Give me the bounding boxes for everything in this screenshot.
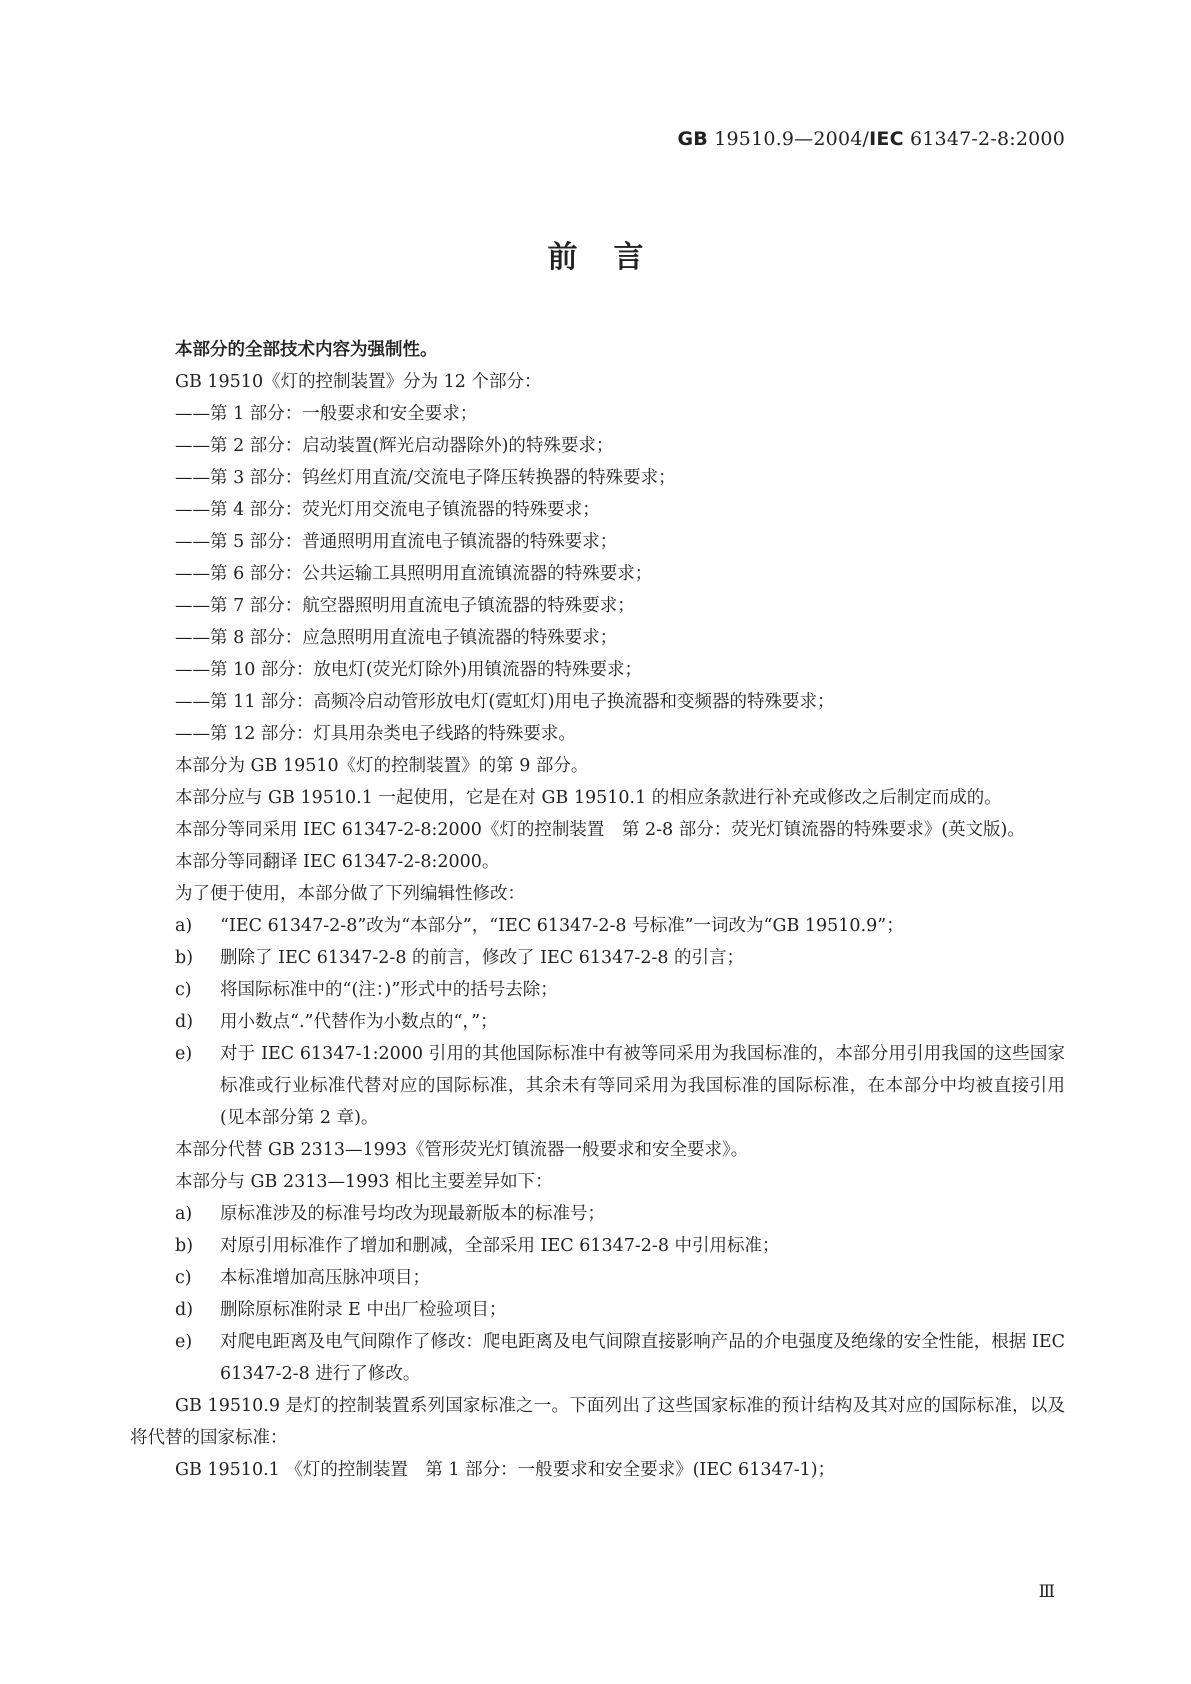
list-text: 对爬电距离及电气间隙作了修改：爬电距离及电气间隙直接影响产品的介电强度及绝缘的安全性能，根据 IEC 61347-2-8 进行了修改。 (220, 1332, 1065, 1384)
paragraph: 本部分与 GB 2313—1993 相比主要差异如下： (175, 1172, 553, 1192)
list-text: 本标准增加高压脉冲项目； (220, 1268, 430, 1288)
paragraph: GB 19510.1 《灯的控制装置 第 1 部分：一般要求和安全要求》(IEC 61347-1)； (175, 1460, 836, 1480)
edit-list-item (130, 974, 1065, 1006)
page-title: 前言 (547, 240, 680, 275)
list-marker: a) (175, 1204, 193, 1224)
list-marker: a) (175, 916, 193, 936)
paragraph: GB 19510《灯的控制装置》分为 12 个部分： (175, 372, 542, 392)
part-list-item: ——第 11 部分：高频冷启动管形放电灯(霓虹灯)用电子换流器和变频器的特殊要求； (175, 692, 835, 712)
paragraph: 本部分代替 GB 2313—1993《管形荧光灯镇流器一般要求和安全要求》。 (175, 1140, 749, 1160)
part-list-item: ——第 1 部分：一般要求和安全要求； (175, 404, 478, 424)
diff-list-item (130, 1262, 1065, 1294)
document-code (677, 128, 1065, 150)
iec-prefix: IEC (869, 128, 904, 150)
list-marker: c) (175, 1268, 192, 1288)
part-list-item: ——第 12 部分：灯具用杂类电子线路的特殊要求。 (175, 724, 576, 744)
paragraph: 为了便于使用，本部分做了下列编辑性修改： (175, 884, 525, 904)
part-list-item: ——第 3 部分：钨丝灯用直流/交流电子降压转换器的特殊要求； (175, 468, 676, 488)
part-list-item: ——第 2 部分：启动装置(辉光启动器除外)的特殊要求； (175, 436, 614, 456)
document-body (130, 334, 1065, 1486)
list-marker: d) (175, 1012, 194, 1032)
page-number: Ⅲ (1038, 1582, 1055, 1602)
list-text: “IEC 61347-2-8”改为“本部分”，“IEC 61347-2-8 号标准”一词改为“GB 19510.9”； (220, 916, 904, 936)
list-marker: e) (175, 1332, 193, 1352)
list-text: 对原引用标准作了增加和删减，全部采用 IEC 61347-2-8 中引用标准； (220, 1236, 780, 1256)
diff-list-item (130, 1198, 1065, 1230)
list-marker: c) (175, 980, 192, 1000)
list-marker: d) (175, 1300, 194, 1320)
list-marker: e) (175, 1044, 193, 1064)
edit-list-item (130, 1038, 1065, 1134)
std-prefix: GB (677, 128, 708, 150)
diff-list-item (130, 1230, 1065, 1262)
list-text: 删除了 IEC 61347-2-8 的前言，修改了 IEC 61347-2-8 的引言； (220, 948, 745, 968)
diff-list-item (130, 1294, 1065, 1326)
paragraph: 本部分等同采用 IEC 61347-2-8:2000《灯的控制装置 第 2-8 部分：荧光灯镇流器的特殊要求》(英文版)。 (175, 820, 1025, 840)
list-text: 对于 IEC 61347-1:2000 引用的其他国际标准中有被等同采用为我国标准的，本部分用引用我国的这些国家标准或行业标准代替对应的国际标准，其余未有等同采用为我国标准的国际标准，在本部分中均被直接引用(见本部分第 2 章)。 (220, 1044, 1065, 1128)
list-text: 原标准涉及的标准号均改为现最新版本的标准号； (220, 1204, 605, 1224)
edit-list-item (130, 910, 1065, 942)
part-list-item: ——第 7 部分：航空器照明用直流电子镇流器的特殊要求； (175, 596, 635, 616)
list-text: 删除原标准附录 E 中出厂检验项目； (220, 1300, 507, 1320)
part-list-item: ——第 4 部分：荧光灯用交流电子镇流器的特殊要求； (175, 500, 600, 520)
diff-list-item (130, 1326, 1065, 1390)
list-marker: b) (175, 1236, 194, 1256)
part-list-item: ——第 10 部分：放电灯(荧光灯除外)用镇流器的特殊要求； (175, 660, 643, 680)
paragraph: 本部分为 GB 19510《灯的控制装置》的第 9 部分。 (175, 756, 589, 776)
part-list-item: ——第 8 部分：应急照明用直流电子镇流器的特殊要求； (175, 628, 618, 648)
iec-code: 61347-2-8:2000 (903, 128, 1065, 150)
edit-list-item (130, 1006, 1065, 1038)
list-text: 将国际标准中的“(注：)”形式中的括号去除； (220, 980, 558, 1000)
list-text: 用小数点“.”代替作为小数点的“，”； (220, 1012, 498, 1032)
part-list-item: ——第 5 部分：普通照明用直流电子镇流器的特殊要求； (175, 532, 618, 552)
edit-list-item (130, 942, 1065, 974)
paragraph: 本部分应与 GB 19510.1 一起使用，它是在对 GB 19510.1 的相应条款进行补充或修改之后制定而成的。 (175, 788, 1002, 808)
list-marker: b) (175, 948, 194, 968)
paragraph: 本部分等同翻译 IEC 61347-2-8:2000。 (175, 852, 500, 872)
std-code: 19510.9—2004/ (707, 128, 870, 150)
part-list-item: ——第 6 部分：公共运输工具照明用直流镇流器的特殊要求； (175, 564, 653, 584)
paragraph: GB 19510.9 是灯的控制装置系列国家标准之一。下面列出了这些国家标准的预计结构及其对应的国际标准，以及将代替的国家标准： (130, 1396, 1065, 1448)
mandatory-statement: 本部分的全部技术内容为强制性。 (175, 340, 438, 360)
